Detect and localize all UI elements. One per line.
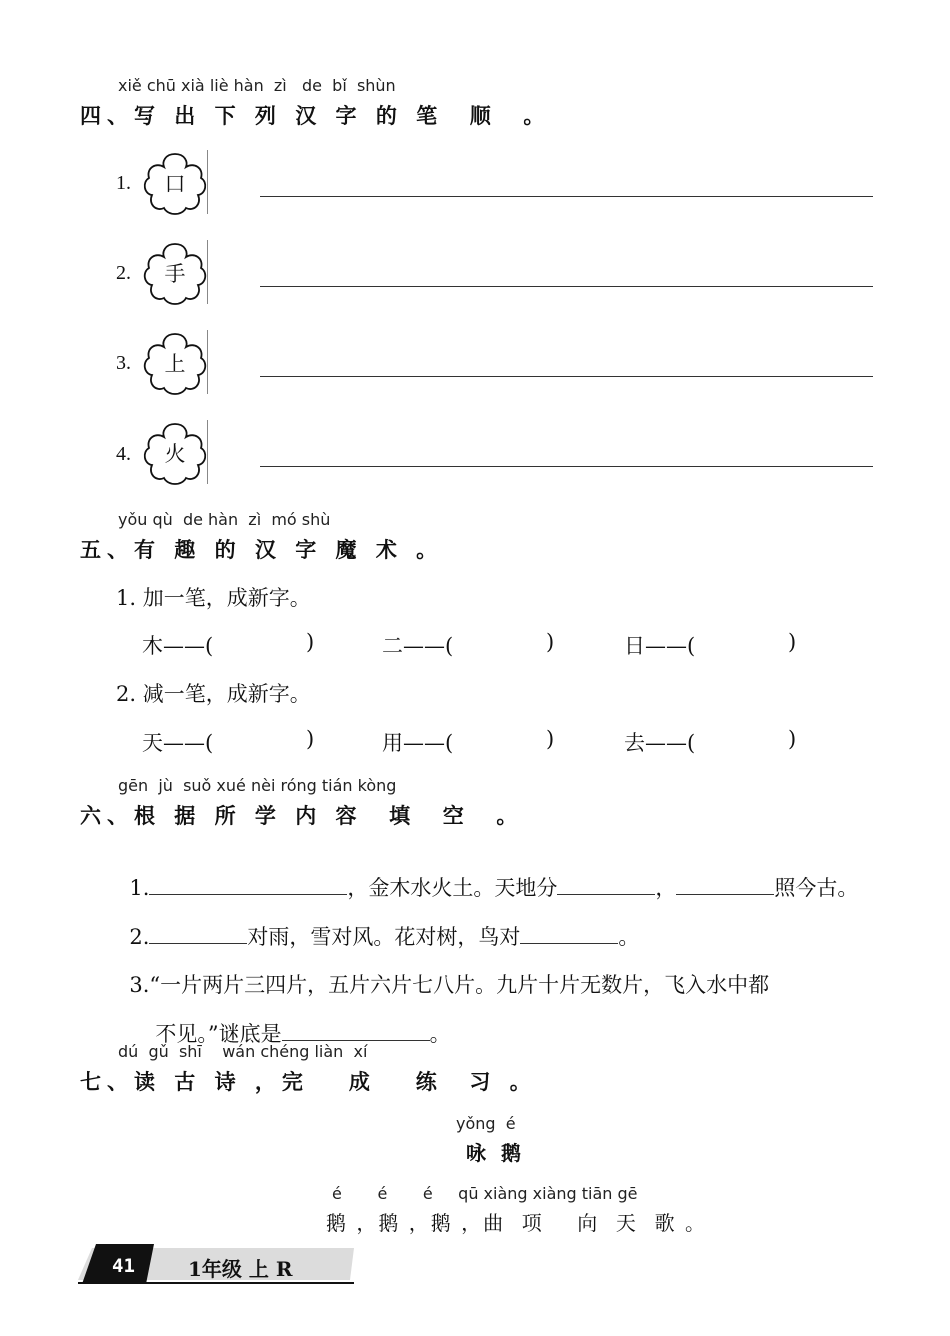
poem-line: 鹅 ，鹅 ，鹅 ，曲 项 向 天 歌 。 <box>326 1211 708 1235</box>
question-text: 不见。”谜底是 <box>155 1022 282 1046</box>
question-label: 2. 减一笔，成新字。 <box>116 682 311 706</box>
fill-blank[interactable] <box>149 923 247 944</box>
fill-question-2 <box>116 897 639 951</box>
fill-question-1 <box>116 848 858 902</box>
fill-blank[interactable] <box>557 874 655 895</box>
item-number: 1. <box>116 172 131 194</box>
paren-close: ) <box>546 727 555 751</box>
item-number: 3. <box>116 352 131 374</box>
add-stroke-item: 木——( <box>142 634 214 658</box>
character: 口 <box>164 172 186 196</box>
poem-line-pinyin: é é é qū xiàng xiàng tiān gē <box>332 1184 638 1203</box>
section5-title: 五、有 趣 的 汉 字 魔 术 。 <box>80 538 444 562</box>
grade-label: 1年级 上 R <box>188 1257 293 1281</box>
question-label: 1. 加一笔，成新字。 <box>116 586 311 610</box>
paren-close: ) <box>788 630 797 654</box>
section7-pinyin: dú gǔ shī wán chéng liàn xí <box>118 1042 368 1061</box>
item-number: 4. <box>116 443 131 465</box>
section4-title: 四、写 出 下 列 汉 字 的 笔 顺 。 <box>80 104 551 128</box>
paren-close: ) <box>306 727 315 751</box>
answer-line[interactable] <box>260 196 873 197</box>
character: 手 <box>164 262 186 286</box>
section6-pinyin: gēn jù suǒ xué nèi róng tián kòng <box>118 776 397 795</box>
section5-pinyin: yǒu qù de hàn zì mó shù <box>118 510 331 529</box>
paren-close: ) <box>306 630 315 654</box>
item-number: 1. <box>129 876 150 900</box>
remove-stroke-item: 用——( <box>382 731 454 755</box>
section7-title: 七、读 古 诗 ，完 成 练 习 。 <box>80 1070 537 1094</box>
fill-blank[interactable] <box>520 923 618 944</box>
item-number: 2. <box>129 925 150 949</box>
remove-stroke-item: 天——( <box>142 731 214 755</box>
question-text: “一片两片三四片，五片六片七八片。九片十片无数片，飞入水中都 <box>149 973 770 997</box>
poem-title-pinyin: yǒng é <box>456 1114 516 1133</box>
page-number: 41 <box>112 1255 135 1277</box>
flower-box <box>140 238 210 308</box>
section4-pinyin: xiě chū xià liè hàn zì de bǐ shùn <box>118 76 396 95</box>
question-text: ， <box>655 876 677 900</box>
question-text: ，金木水火土。天地分 <box>347 876 558 900</box>
fill-blank[interactable] <box>282 1020 430 1041</box>
question-text: 。 <box>429 1022 451 1046</box>
fill-question-3-cont <box>142 994 451 1048</box>
poem-title: 咏 鹅 <box>466 1141 525 1165</box>
add-stroke-item: 日——( <box>624 634 696 658</box>
character: 上 <box>164 352 186 376</box>
character: 火 <box>164 442 186 466</box>
flower-box <box>140 418 210 488</box>
item-number: 3. <box>129 973 150 997</box>
fill-blank[interactable] <box>676 874 774 895</box>
flower-box <box>140 328 210 398</box>
fill-question-3 <box>116 945 769 999</box>
fill-blank[interactable] <box>149 874 347 895</box>
paren-close: ) <box>546 630 555 654</box>
remove-stroke-item: 去——( <box>624 731 696 755</box>
answer-line[interactable] <box>260 376 873 377</box>
answer-line[interactable] <box>260 466 873 467</box>
flower-box <box>140 148 210 218</box>
question-text: 。 <box>618 925 640 949</box>
add-stroke-item: 二——( <box>382 634 454 658</box>
item-number: 2. <box>116 262 131 284</box>
section6-title: 六、根 据 所 学 内 容 填 空 。 <box>80 804 524 828</box>
answer-line[interactable] <box>260 286 873 287</box>
question-text: 照今古。 <box>774 876 859 900</box>
paren-close: ) <box>788 727 797 751</box>
question-text: 对雨，雪对风。花对树，鸟对 <box>247 925 521 949</box>
